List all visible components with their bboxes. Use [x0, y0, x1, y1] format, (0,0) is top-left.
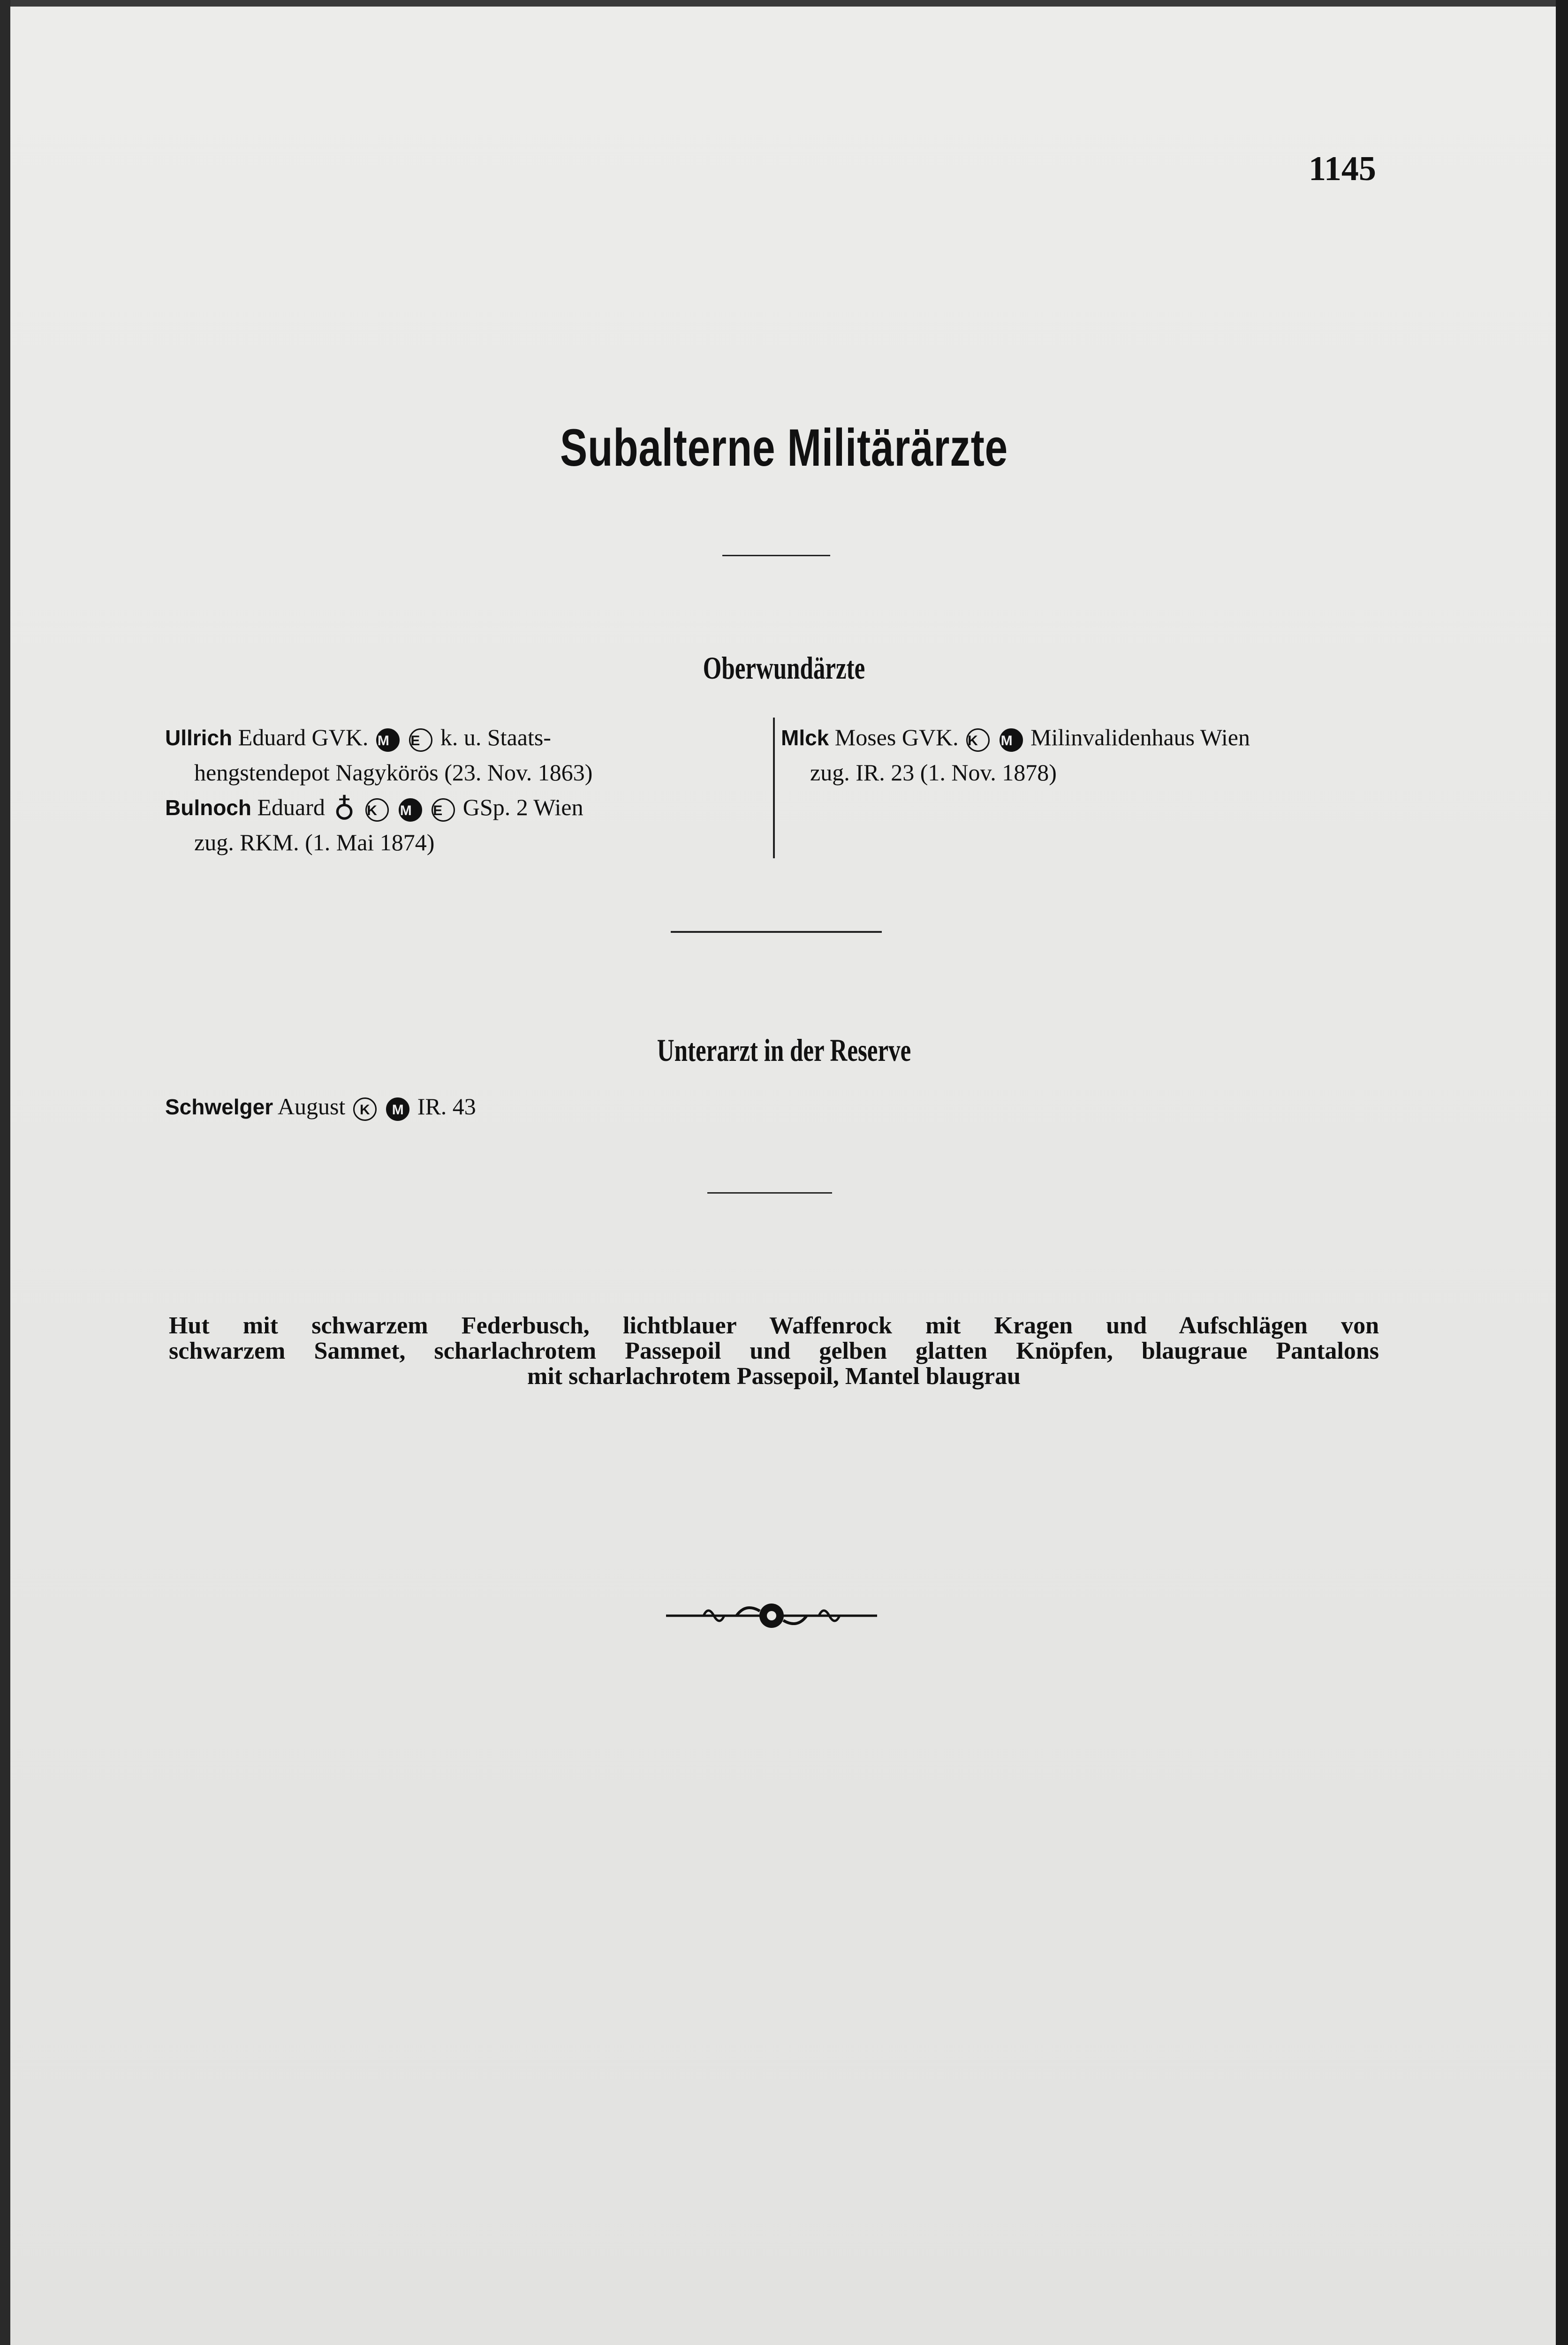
entry-ullrich [165, 720, 765, 790]
vine-divider-icon [666, 1599, 877, 1632]
entry-name: Ullrich [165, 726, 233, 750]
section-heading-reserve: Unterarzt in der Reserve [657, 1032, 911, 1068]
entry-text: Eduard [251, 794, 325, 820]
entry-unit: IR. 43 [411, 1093, 476, 1120]
right-column [781, 720, 1379, 790]
medal-k-icon: K [966, 728, 990, 752]
medal-e-icon: E [409, 728, 432, 752]
medal-m-icon: M [399, 798, 422, 822]
entry-continuation: zug. RKM. (1. Mai 1874) [194, 829, 435, 855]
entry-text-end: k. u. Staats- [434, 724, 551, 750]
medal-e-icon: E [432, 798, 455, 822]
section-heading-oberwundaerzte: Oberwundärzte [703, 650, 865, 686]
entry-text-end: GSp. 2 Wien [457, 794, 583, 820]
entry-schwelger [165, 1093, 476, 1121]
entry-bulnoch [165, 790, 765, 860]
entry-text: Moses GVK. [829, 724, 959, 750]
uniform-line: mit scharlachrotem Passepoil, Mantel blaugrau [527, 1363, 1021, 1390]
medal-k-icon: K [365, 798, 389, 822]
section-rule [671, 931, 882, 933]
page-number: 1145 [1309, 150, 1376, 188]
uniform-line: Hut mit schwarzem Federbusch, lichtblauer Waffenrock mit Kragen und Aufschlägen von [169, 1312, 1379, 1339]
entry-text-end: Milinvalidenhaus Wien [1024, 724, 1250, 750]
uniform-line: schwarzem Sammet, scharlachrotem Passepoil und gelben glatten Knöpfen, blaugraue Pantalons [169, 1338, 1379, 1364]
medal-m-icon: M [376, 728, 400, 752]
uniform-description [169, 1313, 1379, 1389]
page-title: Subalterne Militärärzte [560, 418, 1008, 477]
column-divider [773, 718, 775, 858]
scan-edge-right [1556, 0, 1568, 2345]
medal-k-icon: K [353, 1097, 377, 1121]
entry-continuation: zug. IR. 23 (1. Nov. 1878) [810, 759, 1057, 786]
title-rule [722, 555, 830, 556]
order-cross-icon: ♁ [333, 794, 355, 826]
entry-continuation: hengstendepot Nagykörös (23. Nov. 1863) [194, 759, 593, 786]
scan-edge-top [0, 0, 1568, 7]
entry-text: Eduard GVK. [232, 724, 369, 750]
entry-given-name: August [273, 1093, 346, 1120]
scan-edge-left [0, 0, 10, 2345]
entry-name: Mlck [781, 726, 829, 750]
reserve-rule [707, 1192, 832, 1194]
entry-mick [781, 720, 1379, 790]
medal-m-icon: M [386, 1097, 409, 1121]
medal-m-icon: M [1000, 728, 1023, 752]
entry-name: Schwelger [165, 1095, 273, 1119]
left-column [165, 720, 765, 860]
entry-name: Bulnoch [165, 795, 251, 820]
